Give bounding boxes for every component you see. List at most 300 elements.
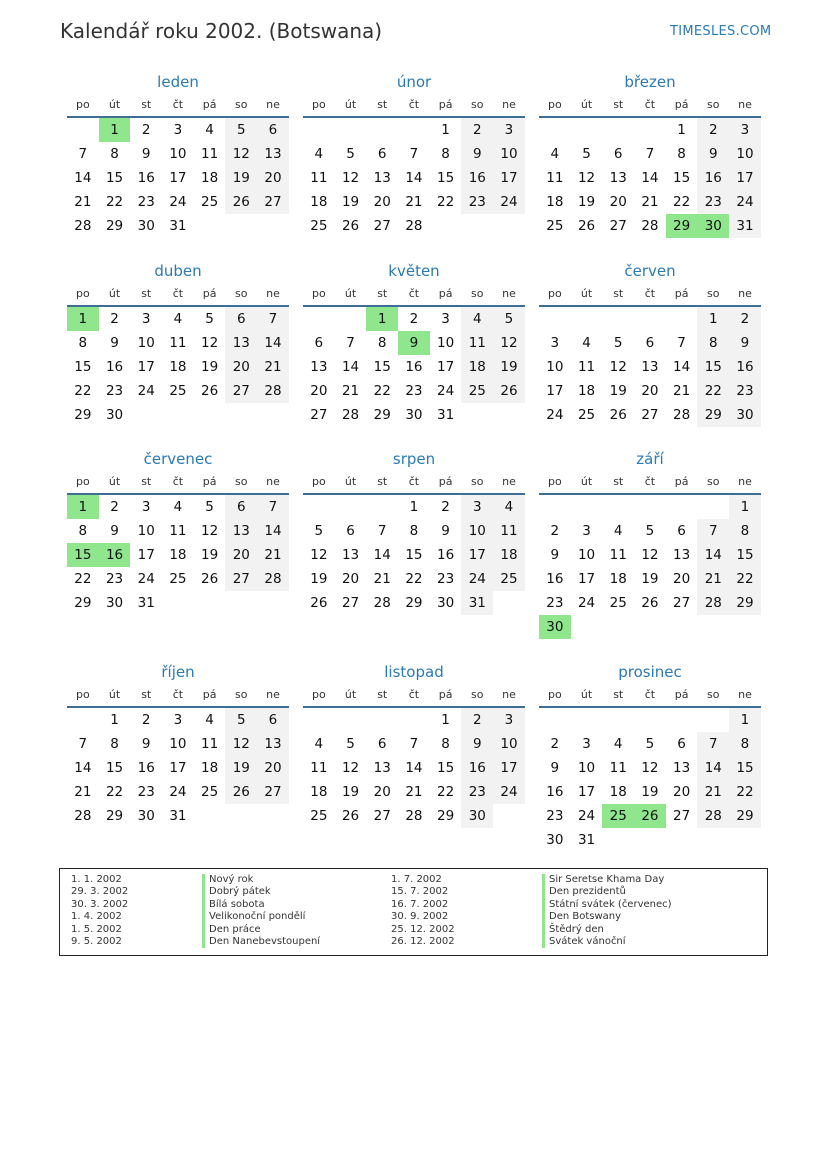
day-cell: 8 (441, 146, 450, 162)
month-name: listopad (384, 663, 444, 681)
empty-cell (602, 708, 634, 732)
day-cell: 6 (377, 736, 387, 752)
day-cell: 19 (493, 355, 525, 379)
day-cell: 27 (310, 407, 328, 423)
day-cell: 12 (641, 760, 659, 776)
day-cell: 18 (577, 383, 596, 399)
day-cell: 20 (225, 543, 257, 567)
empty-cell (398, 708, 430, 732)
day-cell: 5 (493, 307, 525, 331)
day-cell: 30 (137, 808, 155, 824)
legend-date: 26. 12. 2002 (391, 935, 455, 947)
day-cell: 3 (582, 736, 591, 752)
weekday-label: út (580, 688, 593, 701)
day-cell: 27 (225, 567, 257, 591)
weekday-label: st (377, 287, 388, 300)
weekday-label: út (108, 688, 121, 701)
day-cell: 29 (105, 808, 124, 824)
day-cell: 26 (577, 218, 596, 234)
day-cell: 17 (461, 543, 493, 567)
weekday-label: čt (408, 688, 420, 701)
weekday-label: po (547, 98, 562, 111)
month-name: květen (388, 262, 440, 280)
day-cell: 16 (405, 359, 423, 375)
weekday-label: st (141, 287, 152, 300)
day-cell: 1 (110, 712, 119, 728)
legend-holiday-name: Den práce (202, 924, 320, 936)
empty-cell (697, 708, 729, 732)
day-cell: 27 (257, 190, 289, 214)
day-cell: 4 (173, 499, 183, 515)
day-cell: 1 (729, 708, 761, 732)
day-cell: 9 (697, 142, 729, 166)
legend-date: 30. 9. 2002 (391, 911, 449, 923)
day-cell: 15 (697, 355, 729, 379)
weekday-label: pá (674, 287, 689, 300)
day-cell: 18 (461, 355, 493, 379)
weekday-label: so (235, 98, 248, 111)
day-cell: 24 (577, 808, 596, 824)
day-cell: 25 (546, 218, 564, 234)
day-cell: 5 (582, 146, 591, 162)
day-cell: 3 (461, 495, 493, 519)
day-cell: 12 (609, 359, 627, 375)
empty-cell (335, 495, 367, 519)
holiday-day: 9 (398, 331, 430, 355)
day-cell: 31 (137, 595, 155, 611)
day-grid (67, 495, 289, 615)
day-cell: 6 (645, 335, 655, 351)
weekday-label: út (108, 287, 121, 300)
weekday-label: po (311, 98, 326, 111)
day-cell: 27 (373, 218, 391, 234)
legend-date: 1. 5. 2002 (71, 923, 122, 935)
day-cell: 28 (641, 218, 659, 234)
empty-cell (303, 118, 335, 142)
day-cell: 3 (441, 311, 450, 327)
day-cell: 9 (461, 142, 493, 166)
empty-cell (366, 495, 398, 519)
day-cell: 23 (461, 780, 493, 804)
empty-cell (571, 495, 603, 519)
day-cell: 11 (609, 760, 627, 776)
day-cell: 15 (437, 170, 455, 186)
day-cell: 23 (105, 383, 124, 399)
day-cell: 14 (257, 331, 289, 355)
day-cell: 26 (201, 383, 219, 399)
weekday-label: so (707, 475, 720, 488)
day-cell: 14 (373, 547, 391, 563)
day-cell: 17 (137, 547, 155, 563)
holiday-day: 16 (99, 543, 131, 567)
brand-link[interactable]: TIMESLES.COM (670, 24, 772, 39)
day-cell: 14 (74, 170, 92, 186)
weekday-label: st (377, 688, 388, 701)
weekday-label: út (344, 98, 357, 111)
day-cell: 8 (377, 335, 387, 351)
day-cell: 14 (341, 359, 360, 375)
day-cell: 9 (441, 523, 450, 539)
holiday-day: 30 (697, 214, 729, 238)
legend-names-col-1 (202, 874, 320, 948)
legend-holiday-name: Den Nanebevstoupení (202, 936, 320, 948)
empty-cell (666, 495, 698, 519)
day-cell: 3 (493, 118, 525, 142)
weekday-label: čt (644, 98, 656, 111)
day-cell: 27 (257, 780, 289, 804)
weekday-header (67, 283, 289, 307)
day-cell: 18 (169, 359, 187, 375)
day-cell: 19 (341, 784, 360, 800)
day-cell: 13 (673, 547, 691, 563)
day-cell: 14 (697, 543, 729, 567)
day-cell: 13 (225, 519, 257, 543)
month-name: prosinec (618, 663, 682, 681)
day-cell: 12 (493, 331, 525, 355)
day-cell: 5 (314, 523, 324, 539)
day-cell: 24 (437, 383, 455, 399)
day-cell: 14 (697, 756, 729, 780)
day-cell: 26 (493, 379, 525, 403)
holiday-day: 15 (67, 543, 99, 567)
day-cell: 16 (729, 355, 761, 379)
day-grid (67, 708, 289, 828)
day-cell: 11 (169, 335, 187, 351)
day-cell: 28 (697, 804, 729, 828)
day-cell: 13 (225, 331, 257, 355)
day-cell: 17 (169, 760, 187, 776)
weekday-label: po (547, 287, 562, 300)
day-cell: 22 (105, 194, 124, 210)
legend-holiday-name: Den Botswany (542, 911, 672, 923)
day-cell: 10 (577, 760, 596, 776)
day-cell: 25 (169, 383, 187, 399)
day-cell: 13 (373, 760, 391, 776)
day-cell: 19 (310, 571, 328, 587)
day-cell: 21 (405, 784, 423, 800)
day-cell: 16 (546, 784, 564, 800)
day-cell: 4 (173, 311, 183, 327)
month-8 (539, 447, 761, 639)
day-cell: 17 (546, 383, 564, 399)
weekday-label: so (707, 287, 720, 300)
day-cell: 6 (257, 118, 289, 142)
day-cell: 19 (225, 756, 257, 780)
weekday-label: út (108, 98, 121, 111)
empty-cell (539, 708, 571, 732)
day-cell: 12 (341, 170, 360, 186)
legend-date: 16. 7. 2002 (391, 898, 449, 910)
day-cell: 2 (461, 708, 493, 732)
weekday-header (303, 684, 525, 708)
day-cell: 16 (461, 166, 493, 190)
day-cell: 23 (461, 190, 493, 214)
empty-cell (366, 118, 398, 142)
day-cell: 22 (373, 383, 391, 399)
day-cell: 18 (201, 760, 219, 776)
day-cell: 12 (225, 142, 257, 166)
month-11 (539, 660, 761, 852)
day-cell: 12 (310, 547, 328, 563)
day-cell: 30 (105, 595, 124, 611)
day-cell: 22 (74, 383, 92, 399)
weekday-label: po (311, 475, 326, 488)
weekday-label: ne (738, 98, 752, 111)
weekday-label: út (580, 287, 593, 300)
day-cell: 4 (613, 736, 623, 752)
legend-date: 9. 5. 2002 (71, 935, 122, 947)
weekday-label: ne (738, 688, 752, 701)
day-cell: 25 (201, 194, 219, 210)
empty-cell (539, 495, 571, 519)
legend-holiday-name: Státní svátek (červenec) (542, 899, 672, 911)
day-cell: 10 (493, 732, 525, 756)
day-cell: 18 (609, 784, 627, 800)
page-title: Kalendář roku 2002. (Botswana) (60, 19, 383, 43)
weekday-label: so (471, 475, 484, 488)
weekday-header (67, 471, 289, 495)
day-cell: 7 (346, 335, 355, 351)
day-cell: 11 (493, 519, 525, 543)
holiday-day: 1 (67, 307, 99, 331)
weekday-label: čt (408, 98, 420, 111)
weekday-label: ne (502, 688, 516, 701)
day-cell: 2 (461, 118, 493, 142)
day-cell: 2 (697, 118, 729, 142)
day-cell: 24 (729, 190, 761, 214)
day-cell: 1 (697, 307, 729, 331)
day-cell: 7 (697, 519, 729, 543)
day-cell: 11 (310, 170, 328, 186)
day-cell: 14 (257, 519, 289, 543)
day-cell: 2 (409, 311, 419, 327)
day-cell: 9 (141, 146, 151, 162)
day-cell: 20 (609, 194, 627, 210)
month-6 (67, 447, 289, 615)
day-cell: 15 (729, 543, 761, 567)
day-cell: 14 (74, 760, 92, 776)
weekday-label: ne (502, 98, 516, 111)
empty-cell (634, 495, 666, 519)
weekday-label: ne (266, 475, 280, 488)
day-cell: 22 (437, 784, 455, 800)
day-cell: 29 (74, 407, 92, 423)
day-grid (539, 118, 761, 238)
month-name: březen (624, 73, 676, 91)
weekday-label: út (344, 475, 357, 488)
weekday-label: pá (438, 287, 453, 300)
empty-cell (67, 118, 99, 142)
empty-cell (335, 708, 367, 732)
weekday-label: pá (202, 98, 217, 111)
day-cell: 5 (645, 736, 655, 752)
day-cell: 5 (225, 118, 257, 142)
legend-holiday-name: Svátek vánoční (542, 936, 672, 948)
day-cell: 9 (550, 547, 560, 563)
day-grid (539, 495, 761, 639)
weekday-header (303, 94, 525, 118)
day-cell: 29 (405, 595, 423, 611)
day-cell: 23 (546, 595, 564, 611)
day-cell: 27 (609, 218, 627, 234)
day-cell: 9 (141, 736, 151, 752)
day-cell: 3 (173, 122, 183, 138)
weekday-label: ne (266, 287, 280, 300)
day-cell: 24 (137, 571, 155, 587)
legend-date: 25. 12. 2002 (391, 923, 455, 935)
day-cell: 29 (74, 595, 92, 611)
legend-holiday-name: Velikonoční pondělí (202, 911, 320, 923)
legend-date: 1. 7. 2002 (391, 874, 442, 885)
day-cell: 8 (729, 519, 761, 543)
day-cell: 13 (257, 142, 289, 166)
day-cell: 17 (577, 571, 596, 587)
empty-cell (539, 307, 571, 331)
weekday-label: st (613, 98, 624, 111)
day-cell: 2 (110, 499, 119, 515)
weekday-label: pá (674, 98, 689, 111)
day-cell: 30 (461, 804, 493, 828)
legend-date: 30. 3. 2002 (71, 898, 129, 910)
day-cell: 21 (257, 543, 289, 567)
day-cell: 24 (137, 383, 155, 399)
month-9 (67, 660, 289, 828)
day-cell: 12 (341, 760, 360, 776)
day-cell: 7 (78, 736, 88, 752)
day-cell: 2 (550, 523, 560, 539)
empty-cell (303, 495, 335, 519)
day-cell: 5 (645, 523, 655, 539)
empty-cell (398, 118, 430, 142)
day-cell: 1 (729, 495, 761, 519)
weekday-label: čt (172, 98, 184, 111)
day-cell: 14 (405, 170, 423, 186)
day-cell: 22 (729, 780, 761, 804)
day-cell: 26 (225, 190, 257, 214)
day-cell: 19 (577, 194, 596, 210)
day-grid (303, 495, 525, 615)
weekday-label: pá (202, 688, 217, 701)
day-cell: 13 (310, 359, 328, 375)
day-cell: 6 (677, 736, 686, 752)
day-cell: 3 (141, 311, 151, 327)
weekday-label: čt (644, 475, 656, 488)
day-cell: 16 (137, 760, 155, 776)
day-cell: 20 (310, 383, 328, 399)
day-grid (303, 118, 525, 238)
day-cell: 2 (441, 499, 450, 515)
weekday-label: pá (438, 475, 453, 488)
day-cell: 8 (110, 146, 119, 162)
weekday-label: st (377, 475, 388, 488)
day-cell: 26 (609, 407, 627, 423)
day-cell: 26 (225, 780, 257, 804)
day-grid (67, 307, 289, 427)
day-cell: 24 (546, 407, 564, 423)
holiday-legend (59, 868, 768, 956)
day-cell: 29 (729, 591, 761, 615)
empty-cell (634, 708, 666, 732)
day-cell: 30 (729, 403, 761, 427)
day-cell: 15 (437, 760, 455, 776)
day-cell: 8 (677, 146, 686, 162)
day-cell: 22 (729, 567, 761, 591)
day-cell: 10 (437, 335, 455, 351)
day-cell: 18 (546, 194, 564, 210)
weekday-label: čt (644, 688, 656, 701)
weekday-label: so (471, 688, 484, 701)
weekday-label: po (75, 688, 90, 701)
day-cell: 5 (346, 736, 355, 752)
day-cell: 16 (546, 571, 564, 587)
day-cell: 11 (201, 736, 219, 752)
day-cell: 21 (373, 571, 391, 587)
day-cell: 10 (461, 519, 493, 543)
day-cell: 26 (201, 571, 219, 587)
day-cell: 23 (546, 808, 564, 824)
legend-names-col-2 (542, 874, 672, 948)
day-cell: 6 (613, 146, 623, 162)
day-cell: 26 (341, 218, 360, 234)
day-cell: 1 (409, 499, 419, 515)
day-cell: 23 (105, 571, 124, 587)
day-cell: 11 (201, 146, 219, 162)
day-cell: 6 (677, 523, 686, 539)
weekday-header (539, 471, 761, 495)
day-cell: 8 (409, 523, 419, 539)
day-cell: 29 (373, 407, 391, 423)
weekday-label: ne (266, 98, 280, 111)
weekday-label: po (547, 475, 562, 488)
day-cell: 2 (110, 311, 119, 327)
day-cell: 6 (225, 307, 257, 331)
day-cell: 17 (169, 170, 187, 186)
weekday-label: ne (502, 475, 516, 488)
day-cell: 3 (550, 335, 560, 351)
day-cell: 20 (641, 383, 659, 399)
day-cell: 8 (110, 736, 119, 752)
day-cell: 28 (341, 407, 360, 423)
legend-dates-col-1 (71, 874, 128, 948)
day-cell: 19 (201, 547, 219, 563)
day-cell: 6 (314, 335, 324, 351)
day-cell: 26 (641, 595, 659, 611)
day-cell: 11 (577, 359, 596, 375)
day-cell: 21 (257, 355, 289, 379)
day-cell: 29 (697, 403, 729, 427)
weekday-label: ne (738, 475, 752, 488)
day-cell: 24 (493, 190, 525, 214)
month-7 (303, 447, 525, 615)
day-cell: 25 (310, 218, 328, 234)
day-cell: 12 (641, 547, 659, 563)
empty-cell (666, 307, 698, 331)
day-cell: 7 (78, 146, 88, 162)
weekday-label: ne (502, 287, 516, 300)
day-cell: 7 (697, 732, 729, 756)
empty-cell (571, 708, 603, 732)
day-cell: 7 (257, 307, 289, 331)
day-grid (303, 307, 525, 427)
day-cell: 21 (673, 383, 691, 399)
day-cell: 8 (729, 732, 761, 756)
weekday-label: út (344, 688, 357, 701)
day-cell: 3 (173, 712, 183, 728)
day-cell: 25 (169, 571, 187, 587)
day-cell: 21 (641, 194, 659, 210)
weekday-label: út (344, 287, 357, 300)
day-cell: 28 (74, 218, 92, 234)
